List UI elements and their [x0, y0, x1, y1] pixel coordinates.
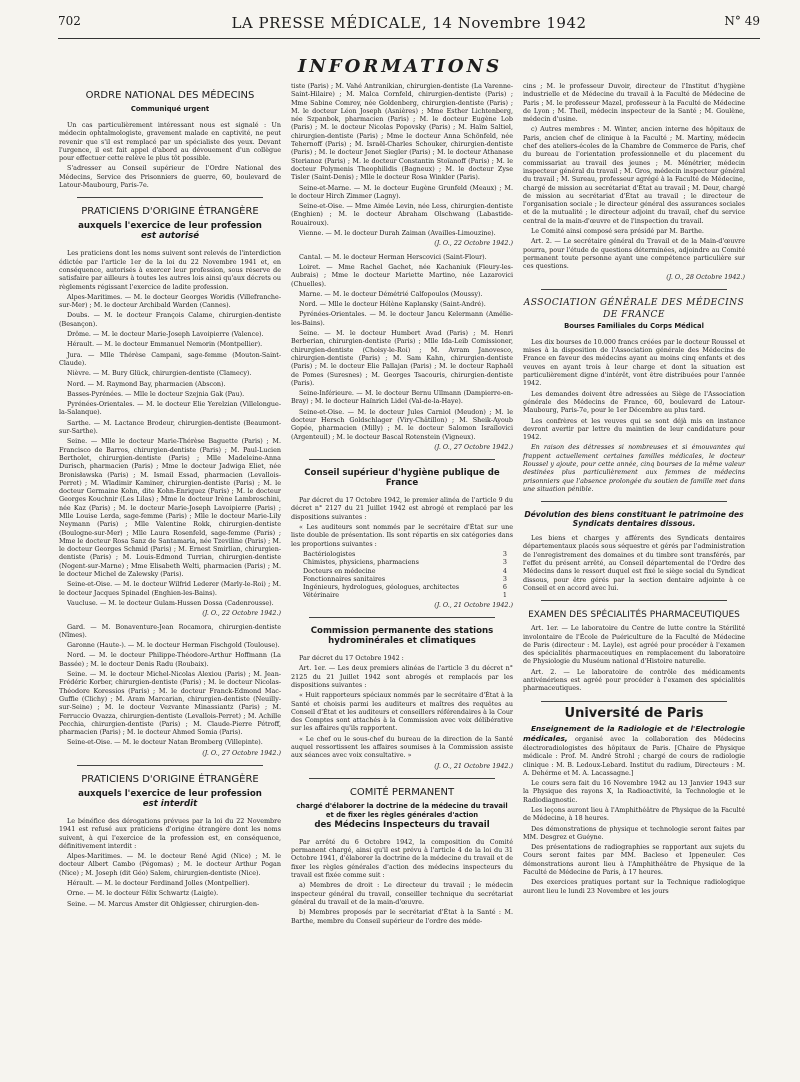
paragraph: Drôme. — M. le docteur Marie-Joseph Lavoipierre (Valence). — [67, 330, 264, 339]
paragraph: Seine-et-Marne. — M. le docteur Eugène Grunfeld (Meaux) ; M. le docteur Hirch Zimmer (Lagny). — [291, 183, 513, 200]
paragraph: Loiret. — Mme Rachel Gachet, née Kachaniuk (Fleury-les-Aubrais) ; Mme le docteur Mariette Martino, née Lazarovici (Chuelles). — [291, 262, 513, 288]
paragraph: Par décret du 17 Octobre 1942, le premier alinéa de l'article 9 du décret n° 2127 du 21 Juillet 1942 est abrogé et remplacé par les dispositions suivantes : — [291, 496, 513, 521]
paragraph: Gard. — M. Bonaventure-Jean Rocamora, chirurgien-dentiste (Nîmes). — [59, 622, 281, 639]
paragraph: « Les auditeurs sont nommés par le secrétaire d'État sur une liste double de présentation. Ils sont répartis en six catégories dans les proportions suivantes : — [291, 523, 513, 548]
paragraph: Vienne. — M. le docteur Durah Zaiman (Availles-Limouzine). — [299, 229, 496, 238]
source-citation: (J. O., 27 Octobre 1942.) — [434, 442, 513, 451]
column-2 — [291, 82, 513, 927]
section-title-association: DE FRANCE — [603, 309, 665, 320]
column-1 — [59, 82, 281, 910]
section-subtitle: est interdit — [142, 799, 198, 809]
section-subtitle: des Médecins Inspecteurs du travail — [314, 819, 490, 830]
section-title-hygiene: Conseil supérieur d'hygiène publique de France — [304, 468, 500, 489]
section-subtitle: auxquels l'exercice de leur profession — [78, 221, 262, 232]
section-subtitle: auxquels l'exercice de leur profession — [78, 789, 262, 799]
section-title-universite: Université de Paris — [564, 705, 704, 721]
journal-title: LA PRESSE MÉDICALE, 14 Novembre 1942 — [231, 14, 587, 32]
paragraph: Seine-et-Oise. — M. le docteur Jules Carniol (Meudon) ; M. le docteur Hersch Goldschlager (Viry-Châtillon) ; M. Sheik-Ayoub Gopée, pharmacien (Milly) ; M. le docteur Salomon Israïlovici (Argenteuil) ; M. le docteur Bascal Rotenstein (Vigneux). — [291, 407, 513, 441]
paragraph: Les confrères et les veuves qui se sont déjà mis en instance devront avertir par lettre du maintien de leur candidature pour 1942. — [523, 416, 745, 442]
column-3 — [523, 82, 745, 897]
list-item: Ingénieurs, hydrologues, géologues, architectes 6 — [303, 583, 507, 592]
paragraph: organisé avec la collaboration des Médecins électroradiologistes des hôpitaux de Paris. [Chaire de Physique médicale : Prof. M. André Strohl ; chargé de cours de radiologie clinique : M. B. Ledoux-Lebard. Institut du radium, Directeurs : M. A. Dehérme et M. A. Lacassagne.] — [523, 734, 745, 777]
list-item: Docteurs en médecine 4 — [303, 566, 507, 575]
section-subtitle: et de fixer les règles générales d'action — [325, 810, 479, 819]
separator — [541, 600, 727, 601]
page-number: 702 — [58, 14, 81, 28]
source-citation: (J. O., 22 Octobre 1942.) — [202, 609, 281, 618]
paragraph: Art. 2. — Le laboratoire de contrôle des médicaments antivénériens est agréé pour procéder à l'examen des spécialités pharmaceutiques. — [523, 667, 745, 693]
paragraph: Nord. — M. le docteur Philippe-Théodore-Arthur Hoffmann (La Bassée) ; M. le docteur Denis Radu (Roubaix). — [59, 651, 281, 668]
paragraph: Orne. — M. le docteur Félix Schwartz (Laigle). — [67, 889, 219, 898]
section-subtitle: est autorisé — [140, 231, 200, 242]
paragraph: Alpes-Maritimes. — M. le docteur René Agid (Nice) ; M. le docteur Albert Cambo (Pégomas) ; M. le docteur Arthur Pogan (Nice) ; M. Joseph (dit Géo) Salem, chirurgien-dentiste (Nice). — [59, 852, 281, 877]
paragraph: Jura. — Mlle Thérèse Campani, sage-femme (Mouton-Saint-Claude). — [59, 350, 281, 367]
paragraph: Un cas particulièrement intéressant nous est signalé : Un médecin ophtalmologiste, gravement malade en captivité, ne peut revenir que s'il est remplacé par un spécialiste des yeux. Devant l'urgence, il est fait appel d'abord au dévouement d'un collègue pour effectuer cette relève le plus tôt possible. — [59, 121, 281, 163]
paragraph: S'adresser au Conseil supérieur de l'Ordre National des Médecins, Service des Prisonniers de guerre, 60, boulevard de Latour-Maubourg, Paris-7e. — [59, 164, 281, 190]
categories-list — [291, 550, 513, 600]
paragraph: Pyrénées-Orientales. — M. le docteur Elie Yerelzian (Villelongue-la-Salanque). — [59, 400, 281, 417]
separator — [309, 778, 495, 779]
paragraph: Les biens et charges y afférents des Syndicats dentaires départementaux placés sous séquestre et gérés par l'administration de l'enregistrement des domaines et du timbre sont transférés, par l'effet du présent arrêté, au Conseil départemental de l'Ordre des Médecins dans le ressort duquel est fixé le siège social du Syndicat dissous, pour être gérés par la section dentaire adjointe à ce Conseil et en accord avec lui. — [523, 534, 745, 592]
paragraph: tiste (Paris) ; M. Vahé Antranikian, chirurgien-dentiste (La Varenne-Saint-Hilaire) ; M. Malca Cornfeld, chirurgien-dentiste (Paris) ; Mme Sabine Comrey, née Goldenberg, chirurgien-dentiste (Paris) ; M. le docteur Léon Joseph (Asnières) ; Mme Esther Lichtenberg, née Szpanbok, pharmacien (Paris) ; M. le docteur Eugène Lob (Paris) ; M. le docteur Nicolas Popovsky (Paris) ; M. Haïm Saltiel, chirurgien-dentiste (Paris) ; Mme le docteur Anna Schönfeld, née Tehernoff (Paris) ; M. Israël-Charles Schouker, chirurgien-dentiste (Paris) ; M. le docteur Jenet Siegler (Paris) ; M. le docteur Athanase Sterianoz (Paris) ; M. le docteur Constantin Stoïanoff (Paris) ; M. le docteur Polymenis Theophilidis (Bagneux) ; M. le docteur Zyse Tisler (Saint-Denis) ; Mlle le docteur Rosa Winkler (Paris). — [291, 82, 513, 182]
paragraph: cins ; M. le professeur Duvoir, directeur de l'Institut d'hygiène industrielle et de Médecine du travail à la Faculté de Médecine de Paris ; M. le professeur Mazel, professeur à la Faculté de Médecine de Lyon ; M. Theil, médecin inspecteur de la Santé ; M. Goulène, médecin d'usine. — [523, 82, 745, 124]
section-title-examen: EXAMEN DES SPÉCIALITÉS PHARMACEUTIQUES — [528, 610, 740, 621]
paragraph: Le cours sera fait du 16 Novembre 1942 au 13 Janvier 1943 sur la Physique des rayons X, la Radioactivité, la Technologie et le Radiodiagnostic. — [523, 779, 745, 804]
source-citation: (J. O., 21 Octobre 1942.) — [434, 761, 513, 770]
paragraph: c) Autres membres : M. Winter, ancien interne des hôpitaux de Paris, ancien chef de clinique à la Faculté ; M. Martiny, médecin chef des ateliers-écoles de la Chambre de Commerce de Paris, chef du bureau de l'orientation professionnelle et du placement du commissariat au travail des jeunes ; M. Ménétrier, médecin inspecteur général du travail ; M. Gros, médecin inspecteur général du travail ; M. Sureau, professeur agrégé à la Faculté de Médecine, chargé de mission au secrétariat d'État au travail ; M. Deur, chargé de mission au secrétariat d'État au travail ; le directeur de l'organisation sociale ; le directeur général des assurances sociales et de la mutualité ; le directeur adjoint du travail, chef du service central de la main-d'œuvre et de l'inspection du travail. — [523, 125, 745, 225]
paragraph: Basses-Pyrénées. — Mlle le docteur Szejnia Gak (Pau). — [67, 389, 245, 398]
paragraph: Des démonstrations de physique et technologie seront faites par MM. Desgrez et Guéyne. — [523, 824, 745, 841]
separator — [541, 701, 727, 702]
masthead — [58, 14, 760, 36]
paragraph: Garonne (Haute-). — M. le docteur Herman Fischgold (Toulouse). — [67, 641, 280, 650]
paragraph: Seine. — Mlle le docteur Marie-Thérèse Baguette (Paris) ; M. Francisco de Barros, chirurgien-dentiste (Paris) ; M. Paul-Lucien Bertholet, chirurgien-dentiste (Paris) ; Mlle Madeleine-Anna Durisch, pharmacien (Paris) ; Mme le docteur Jadwiga Eliet, née Bronisławska (Paris) ; M. Ismail Essad, pharmacien (Levallois-Perret) ; M. Wladimir Kaminer, chirurgien-dentiste (Paris) ; M. le docteur Germaine Kohn, dite Kohn-Enriquez (Paris) ; M. le docteur Georges Kouchnir (Les Lilas) ; Mme le docteur Irène Lambroschini, née Kaz (Paris) ; M. le docteur Marie-Joseph Lavoipierre (Paris) ; Mlle Louise Lerda, sage-femme (Paris) ; Mlle le docteur Marie-Lily Neymann (Paris) ; Mlle Valentine Rokk, chirurgien-dentiste (Boulogne-sur-Mer) ; Mlle Laura Rosenfeld, sage-femme (Paris) ; Mme le docteur Rosa Sanz de Santamaria, née Tzeviline (Paris) ; M. le docteur Georges Schmid (Paris) ; M. Ernest Smirlian, chirurgien-dentiste (Paris) ; M. Louis-Edmond Turrian, chirurgien-dentiste (Nogent-sur-Marne) ; Mme Elisabeth Welti, pharmacien (Paris) ; M. le docteur Michel de Zalewsky (Paris). — [59, 437, 281, 579]
section-title-ordre: ORDRE NATIONAL DES MÉDECINS — [85, 90, 255, 101]
section-banner: INFORMATIONS — [297, 56, 503, 77]
paragraph: « Huit rapporteurs spéciaux nommés par le secrétaire d'État à la Santé et choisis parmi les auditeurs et maîtres des requêtes au Conseil d'État et les auditeurs et conseillers référendaires à la Cour des Comptes sont attachés à la Commission avec voix délibérative sur les affaires qu'ils rapportent. — [291, 691, 513, 733]
separator — [77, 765, 263, 766]
list-item: Bactériologistes 3 — [303, 549, 507, 558]
section-title-comite: COMITÉ PERMANENT — [349, 786, 455, 798]
paragraph: Pyrénées-Orientales. — M. le docteur Jancu Kelermann (Amélie-les-Bains). — [291, 310, 513, 327]
paragraph: Seine-et-Oise. — Mme Aimée Levin, née Less, chirurgien-dentiste (Enghien) ; M. le docteur Abraham Olschwang (Labastide-Rouairoux). — [291, 202, 513, 227]
paragraph: Alpes-Maritimes. — M. le docteur Georges Woridis (Villefranche-sur-Mer) ; M. le docteur Archibald Warden (Cannes). — [59, 292, 281, 310]
section-title-interdit: PRATICIENS D'ORIGINE ÉTRANGÈRE — [81, 774, 259, 785]
paragraph: Vaucluse. — M. le docteur Gulam-Hussen Dossa (Cadenrousse). — [67, 598, 274, 607]
paragraph: Seine. — M. Marcus Amster dit Ohlgiesser, chirurgien-den- — [67, 899, 260, 908]
separator — [309, 617, 495, 618]
paragraph: Nièvre. — M. Bury Glück, chirurgien-dentiste (Clamecy). — [67, 369, 252, 378]
source-citation: (J. O., 28 Octobre 1942.) — [666, 272, 745, 281]
paragraph: Les leçons auront lieu à l'Amphithéâtre de Physique de la Faculté de Médecine, à 18 heures. — [523, 806, 745, 823]
course-heading: Enseignement de la Radiologie et de l'Electrologie médicales, — [523, 723, 745, 743]
paragraph: Seine. — M. le docteur Michel-Nicolas Alexiou (Paris) ; M. Jean-Frédéric Korber, chirurgien-dentiste (Paris) ; M. le docteur Nicolas-Théodore Koressios (Paris) ; M. le docteur Franck-Edmond Mac-Guffie (Clichy) ; M. Aram Marcarian, chirurgien-dentiste (Neuilly-sur-Seine) ; M. le docteur Vezvante Minassiantz (Paris) ; M. Ferruccio Ovazza, chirurgien-dentiste (Levallois-Perret) ; M. Achille Pecchia, chirurgien-dentiste (Paris) ; M. Claude-Pierre Pétroff, pharmacien (Paris) ; M. le docteur Ahmed Somia (Paris). — [59, 670, 281, 737]
section-title-autorise: PRATICIENS D'ORIGINE ÉTRANGÈRE — [81, 206, 259, 218]
paragraph: Art. 2. — Le secrétaire général du Travail et de la Main-d'œuvre pourra, pour l'étude de questions déterminées, adjoindre au Comité permanent toute personne ayant une compétence particulière sur ces questions. — [523, 237, 745, 271]
separator — [77, 197, 263, 198]
paragraph: Art. 1er. — Le laboratoire du Centre de lutte contre la Stérilité involontaire de l'École de Puériculture de la Faculté de Médecine de Paris (directeur : M. Layle), est agréé pour procéder à l'examen des spécialités pharmaceutiques en remplacement du laboratoire de Physiologie du Muséum national d'Histoire naturelle. — [523, 624, 745, 666]
paragraph: Cantal. — M. le docteur Herman Herscovici (Saint-Flour). — [299, 252, 487, 261]
section-subtitle: chargé d'élaborer la doctrine de la médecine du travail — [296, 801, 508, 810]
paragraph: b) Membres proposés par le secrétariat d'État à la Santé : M. Barthe, membre du Conseil supérieur de l'ordre des méde- — [291, 908, 513, 925]
paragraph: Seine-et-Oise. — M. le docteur Natan Bromberg (Villepinte). — [67, 738, 263, 747]
section-title-devolution: Dévolution des biens constituant le patrimoine des Syndicats dentaires dissous. — [524, 510, 744, 529]
paragraph: Hérault. — M. le docteur Ferdinand Jolles (Montpellier). — [67, 879, 250, 888]
separator — [309, 459, 495, 460]
issue-number: N° 49 — [724, 14, 760, 28]
paragraph: Par décret du 17 Octobre 1942 : — [299, 654, 404, 663]
paragraph: Hérault. — M. le docteur Emmanuel Nemorin (Montpellier). — [67, 340, 263, 349]
section-title-commission: Commission permanente des stations hydrominérales et climatiques — [310, 626, 494, 647]
paragraph: Nord. — Mlle le docteur Hélène Kaplansky (Saint-André). — [299, 300, 486, 309]
paragraph: Les demandes doivent être adressées au Siège de l'Association générale des Médecins de France, 60, boulevard de Latour-Maubourg, Paris-7e, pour le 1er Décembre au plus tard. — [523, 389, 745, 415]
paragraph: Les praticiens dont les noms suivent sont relevés de l'interdiction édictée par l'article 1er de la loi du 22 Novembre 1941 et, en conséquence, autorisés à exercer leur profession, sous réserve de satisfaire par ailleurs à toutes les autres lois ainsi qu'aux décrets ou règlements régissant l'exercice de ladite profession. — [59, 249, 281, 291]
paragraph: Le Comité ainsi composé sera présidé par M. Barthe. — [531, 227, 704, 236]
paragraph: Sarthe. — M. Lactance Brodeur, chirurgien-dentiste (Beaumont-sur-Sarthe). — [59, 418, 281, 436]
masthead-rule — [58, 38, 760, 39]
paragraph: « Le chef ou le sous-chef du bureau de la direction de la Santé auquel ressortissent les affaires soumises à la Commission assiste aux séances avec voix consultative. » — [291, 734, 513, 760]
paragraph: En raison des détresses si nombreuses et si émouvantes qui frappent actuellement certaines familles médicales, le docteur Roussel y ajoute, pour cette année, cinq bourses de la même valeur destinées plus particulièrement aux femmes de médecins prisonniers que l'absence prolongée du soutien de famille met dans une situation pénible. — [523, 443, 745, 493]
paragraph: Seine-Inférieure. — M. le docteur Bernu Ullmann (Dampierre-en-Bray) ; M. le docteur Haïnrich Lidel (Val-de-la-Haye). — [291, 389, 513, 406]
list-item: Fonctionnaires sanitaires 3 — [303, 574, 507, 583]
paragraph: a) Membres de droit : Le directeur du travail ; le médecin inspecteur général du travail, conseiller technique du secrétariat général du travail et de la main-d'œuvre. — [291, 881, 513, 906]
source-citation: (J. O., 22 Octobre 1942.) — [434, 239, 513, 248]
separator — [541, 501, 727, 502]
paragraph: Seine. — M. le docteur Humbert Avad (Paris) ; M. Henri Berberian, chirurgien-dentiste (Paris) ; Mlle Ida-Leib Comissioner, chirurgien-dentiste (Choisy-le-Roi) ; M. Avram Janovesco, chirurgien-dentiste (Paris) ; M. Sam Kahn, chirurgien-dentiste (Paris) ; M. le docteur Elie Pallajan (Paris) ; M. le docteur Raphaël de Pomes (Suresnes) ; M. Georges Tsacouris, chirurgien-dentiste (Paris). — [291, 329, 513, 387]
source-citation: (J. O., 27 Octobre 1942.) — [202, 748, 281, 757]
source-citation: (J. O., 21 Octobre 1942.) — [434, 600, 513, 609]
paragraph: Nord. — M. Raymond Bay, pharmacien (Abscon). — [67, 379, 226, 388]
paragraph: Les dix bourses de 10.000 francs créées par le docteur Roussel et mises à la disposition de l'Association générale des Médecins de France en faveur des médecins ayant au moins cinq enfants et des veuves en ayant trois à leur charge et dont la situation est particulièrement digne d'intérêt, vont être distribuées pour l'année 1942. — [523, 337, 745, 388]
separator — [541, 289, 727, 290]
paragraph: Doubs. — M. le docteur François Calame, chirurgien-dentiste (Besançon). — [59, 311, 281, 328]
list-item: Chimistes, physiciens, pharmaciens 3 — [303, 558, 507, 567]
paragraph: Marne. — M. le docteur Démétrié Calfopoulos (Moussy). — [299, 289, 483, 298]
paragraph: Par arrêté du 6 Octobre 1942, la composition du Comité permanent chargé, ainsi qu'il est prévu à l'article 4 de la loi du 31 Octobre 1941, d'élaborer la doctrine de la médecine du travail et de fixer les règles générales d'action des médecins inspecteurs du travail est fixée comme suit : — [291, 837, 513, 880]
paragraph: Seine-et-Oise. — M. le docteur Wilfrid Lederer (Marly-le-Roi) ; M. le docteur Jacques Spinadel (Enghien-les-Bains). — [59, 580, 281, 597]
paragraph: Art. 1er. — Les deux premiers alinéas de l'article 3 du décret n° 2125 du 21 Juillet 1942 sont abrogés et remplacés par les dispositions suivantes : — [291, 664, 513, 689]
paragraph: Des présentations de radiographies se rapportant aux sujets du Cours seront faites par MM. Bacleso et Ippeneuler. Ces démonstrations auront lieu à l'Amphithéâtre de Physique de la Faculté de Médecine de Paris, à 17 heures. — [523, 843, 745, 877]
paragraph: Le bénéfice des dérogations prévues par la loi du 22 Novembre 1941 est refusé aux praticiens d'origine étrangère dont les noms suivent, à qui l'exercice de la profession est, en conséquence, définitivement interdit : — [59, 817, 281, 850]
paragraph: Des exercices pratiques portant sur la Technique radiologique auront lieu le lundi 23 Novembre et les jours — [523, 878, 745, 895]
section-subtitle: Bourses Familiales du Corps Médical — [564, 321, 704, 330]
section-title-association: ASSOCIATION GÉNÉRALE DES MÉDECINS — [523, 297, 745, 308]
list-item: Vétérinaire 1 — [303, 591, 507, 600]
section-subtitle: Communiqué urgent — [130, 105, 210, 113]
